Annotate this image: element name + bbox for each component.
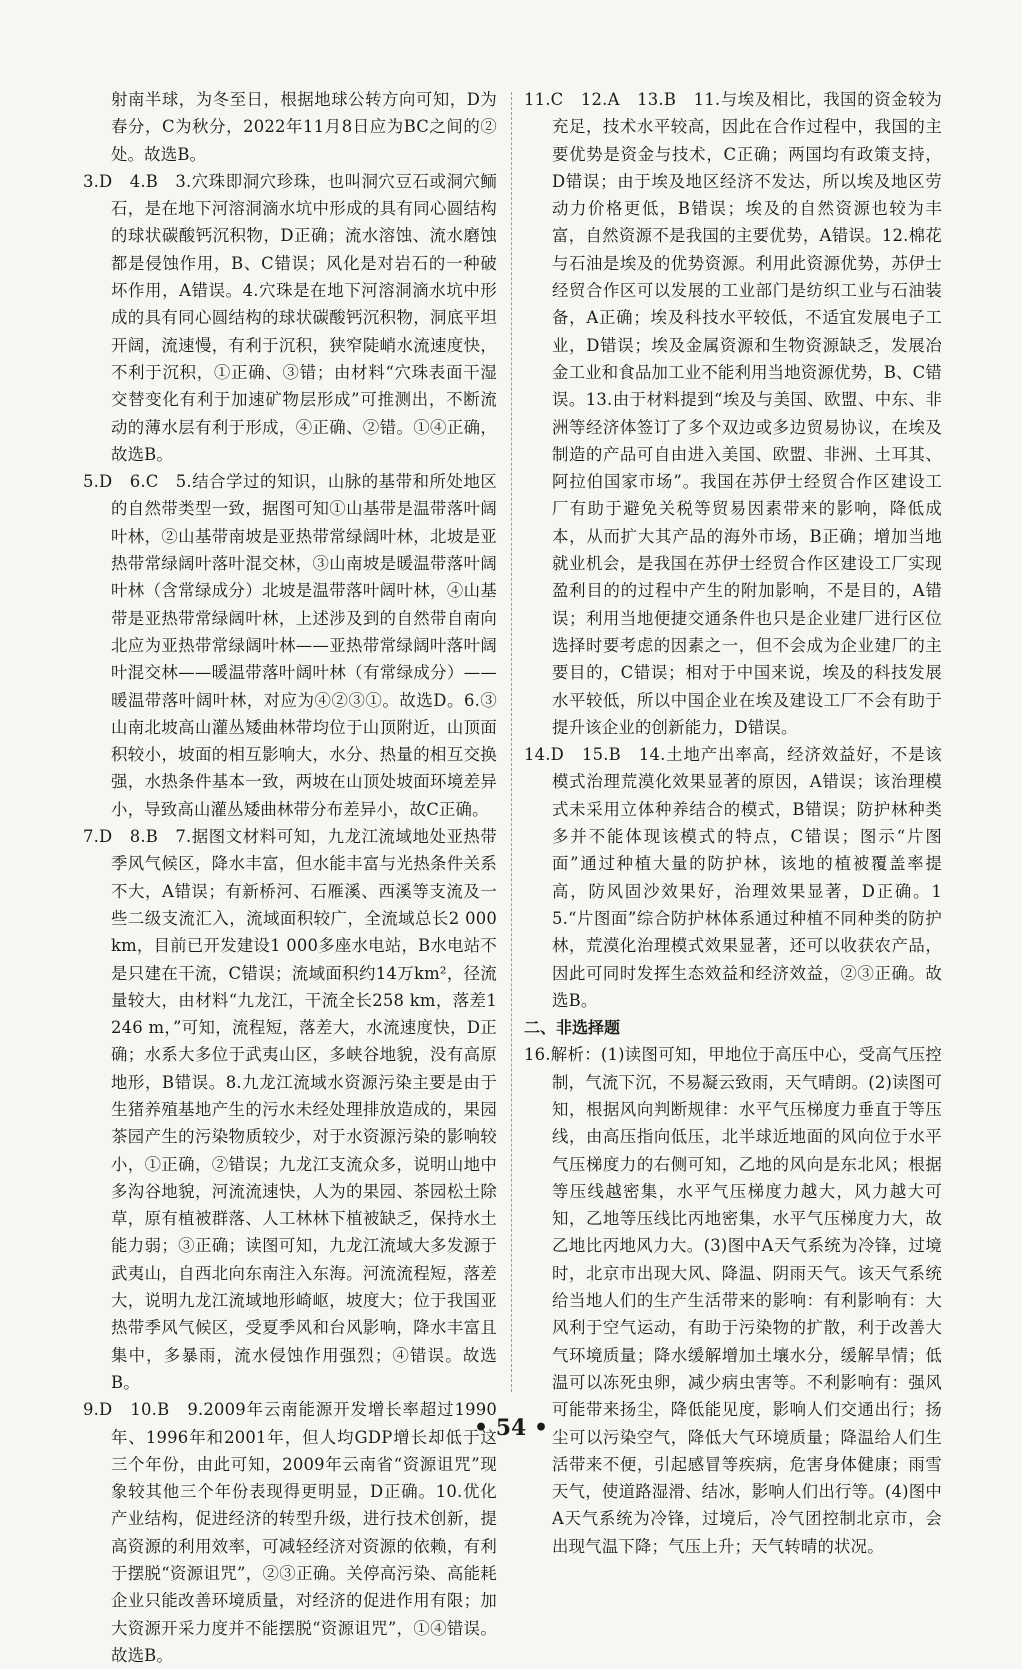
answer-paragraph: 11.C 12.A 13.B 11.与埃及相比，我国的资金较为充足，技术水平较高，因此在合作过程中，我国的主要优势是资金与技术，C正确；两国均有政策支持，D错误；由于埃及地区经济不发达，所以埃及地区劳动力价格更低，B错误；埃及的自然资源也较为丰富，自然资源不是我国的主要优势，A错误。12.棉花与石油是埃及的优势资源。利用此资源优势，苏伊士经贸合作区可以发展的工业部门是纺织工业与石油装备，A正确；埃及科技水平较低，不适宜发展电子工业，D错误；埃及金属资源和生物资源缺乏，发展冶金工业和食品加工业不能利用当地资源优势，B、C错误。13.由于材料提到“埃及与美国、欧盟、中东、非洲等经济体签订了多个双边或多边贸易协议，在埃及制造的产品可自由进入美国、欧盟、非洲、土耳其、阿拉伯国家市场”。我国在苏伊士经贸合作区建设工厂有助于避免关税等贸易因素带来的影响，降低成本，从而扩大其产品的海外市场，B正确；增加当地就业机会，是我国在苏伊士经贸合作区建设工厂实现盈利目的的过程中产生的附加影响，不是目的，A错误；利用当地便捷交通条件也只是企业建厂进行区位选择时要考虑的因素之一，但不会成为企业建厂的主要目的，C错误；相对于中国来说，埃及的科技发展水平较低，所以中国企业在埃及建设工厂不会有助于提升该企业的创新能力，D错误。 bbox=[524, 90, 942, 737]
answer-paragraph: 9.D 10.B 9.2009年云南能源开发增长率超过1990年、1996年和2001年，但人均GDP增长却低于这三个年份，由此可知，2009年云南省“资源诅咒”现象较其他三个年份表现得更明显，D正确。10.优化产业结构，促进经济的转型升级，进行技术创新，提高资源的利用效率，可减轻经济对资源的依赖，有利于摆脱“资源诅咒”，②③正确。关停高污染、高能耗企业只能改善环境质量，对经济的促进作用有限；加大资源开采力度并不能摆脱“资源诅咒”，①④错误。故选B。 bbox=[83, 1400, 497, 1665]
answer-paragraph: 16.解析：(1)读图可知，甲地位于高压中心，受高气压控制，气流下沉，不易凝云致雨，天气晴朗。(2)读图可知，根据风向判断规律：水平气压梯度力垂直于等压线，由高压指向低压，北半球近地面的风向位于水平气压梯度力的右侧可知，乙地的风向是东北风；根据等压线越密集，水平气压梯度力越大，风力越大可知，乙地等压线比丙地密集，水平气压梯度力大，故乙地比丙地风力大。(3)图中A天气系统为冷锋，过境时，北京市出现大风、降温、阴雨天气。该天气系统给当地人们的生产生活带来的影响：有利影响有：大风利于空气运动，有助于污染物的扩散，利于改善大气环境质量；降水缓解增加土壤水分，缓解旱情；低温可以冻死虫卵，减少病虫害等。不利影响有：强风可能带来扬尘，降低能见度，影响人们交通出行；扬尘可以污染空气，降低大气环境质量；降温给人们生活带来不便，引起感冒等疾病，危害身体健康；雨雪天气，使道路湿滑、结冰，影响人们出行等。(4)图中A天气系统为冷锋，过境后，冷气团控制北京市，会出现气温下降；气压上升；天气转晴的状况。 bbox=[524, 1045, 942, 1556]
answer-paragraph: 3.D 4.B 3.穴珠即洞穴珍珠，也叫洞穴豆石或洞穴鲕石，是在地下河溶洞滴水坑中形成的具有同心圆结构的球状碳酸钙沉积物，D正确；流水溶蚀、流水磨蚀都是侵蚀作用，B、C错误；风化是对岩石的一种破坏作用，A错误。4.穴珠是在地下河溶洞滴水坑中形成的具有同心圆结构的球状碳酸钙沉积物，洞底平坦开阔，流速慢，有利于沉积，狭窄陡峭水流速度快，不利于沉积，①正确、③错；由材料“穴珠表面干湿交替变化有利于加速矿物层形成”可推测出，不断流动的薄水层有利于形成，④正确、②错。①④正确，故选B。 bbox=[83, 171, 497, 464]
answer-paragraph: 5.D 6.C 5.结合学过的知识，山脉的基带和所处地区的自然带类型一致，据图可知①山基带是温带落叶阔叶林，②山基带南坡是亚热带常绿阔叶林，北坡是亚热带常绿阔叶落叶混交林，③山南坡是暖温带落叶阔叶林（含常绿成分）北坡是温带落叶阔叶林，④山基带是亚热带常绿阔叶林，上述涉及到的自然带自南向北应为亚热带常绿阔叶林——亚热带常绿阔叶落叶阔叶混交林——暖温带落叶阔叶林（有常绿成分）——暖温带落叶阔叶林，对应为④②③①。故选D。6.③山南北坡高山灌丛矮曲林带均位于山顶附近，山顶面积较小，坡面的相互影响大，水分、热量的相互交换强，水热条件基本一致，两坡在山顶处坡面环境差异小，导致高山灌丛矮曲林带分布差异小，故C正确。 bbox=[83, 472, 497, 819]
answer-paragraph: 射南半球，为冬至日，根据地球公转方向可知，D为春分，C为秋分，2022年11月8日应为BC之间的②处。故选B。 bbox=[111, 90, 497, 164]
column-divider bbox=[511, 92, 512, 1392]
right-column bbox=[524, 86, 942, 1560]
section-heading: 二、非选择题 bbox=[524, 1018, 621, 1038]
answer-paragraph: 7.D 8.B 7.据图文材料可知，九龙江流域地处亚热带季风气候区，降水丰富，但水能丰富与光热条件关系不大，A错误；有新桥河、石雁溪、西溪等支流及一些二级支流汇入，流域面积较广，全流域总长2 000 km，目前已开发建设1 000多座水电站，B水电站不是只建在干流，C错误；流域面积约14万km²，径流量较大，由材料“九龙江，干流全长258 km，落差1 246 m，”可知，流程短，落差大，水流速度快，D正确；水系大多位于武夷山区，多峡谷地貌，没有高原地形，B错误。8.九龙江流域水资源污染主要是由于生猪养殖基地产生的污水未经处理排放造成的，果园茶园产生的污染物质较少，对于水资源污染的影响较小，①正确，②错误；九龙江支流众多，说明山地中多沟谷地貌，河流流速快，人为的果园、茶园松土除草，原有植被群落、人工林林下植被缺乏，保持水土能力弱；③正确；读图可知，九龙江流域大多发源于武夷山，自西北向东南注入东海。河流流程短，落差大，说明九龙江流域地形崎岖，坡度大；位于我国亚热带季风气候区，受夏季风和台风影响，降水丰富且集中，多暴雨，流水侵蚀作用强烈；④错误。故选B。 bbox=[83, 827, 497, 1392]
answer-paragraph: 14.D 15.B 14.土地产出率高，经济效益好，不是该模式治理荒漠化效果显著的原因，A错误；该治理模式未采用立体种养结合的模式，B错误；防护林种类多并不能体现该模式的特点，C错误；图示“片图面”通过种植大量的防护林，该地的植被覆盖率提高，防风固沙效果好，治理效果显著，D正确。15.“片图面”综合防护林体系通过种植不同种类的防护林，荒漠化治理模式效果显著，还可以收获农产品，因此可同时发挥生态效益和经济效益，②③正确。故选B。 bbox=[524, 745, 942, 1010]
page-number: • 54 • bbox=[473, 1415, 549, 1441]
